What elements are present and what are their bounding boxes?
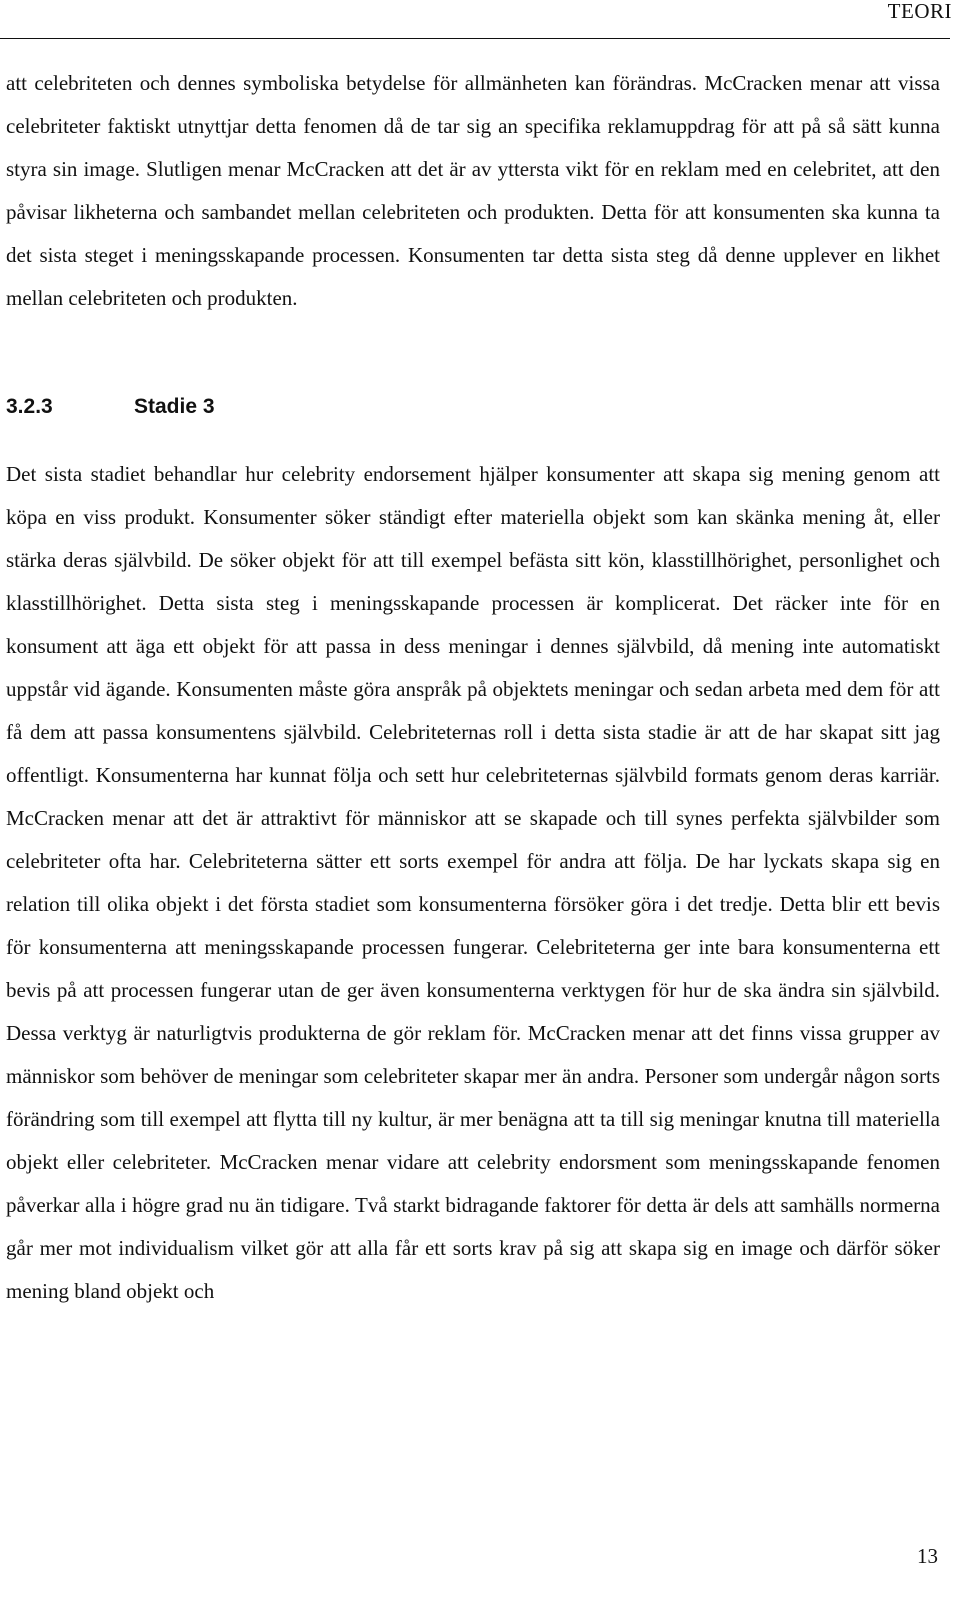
body-paragraph-1: att celebriteten och dennes symboliska betydelse för allmänheten kan förändras. McCracken menar att vissa celebriteter faktiskt utnyttjar detta fenomen då de tar sig an specifika reklamuppdrag för att på så sätt kunna styra sin image. Slutligen menar McCracken att det är av yttersta vikt för en reklam med en celebritet, att den påvisar likheterna och sambandet mellan celebriteten och produkten. Detta för att konsumenten ska kunna ta det sista steget i meningsskapande processen. Konsumenten tar detta sista steg då denne upplever en likhet mellan celebriteten och produkten. — [6, 71, 940, 310]
section-heading — [6, 392, 215, 422]
section-title: Stadie 3 — [134, 395, 215, 418]
running-header-title: TEORI — [887, 0, 952, 23]
body-paragraph-2: Det sista stadiet behandlar hur celebrity endorsement hjälper konsumenter att skapa sig mening genom att köpa en viss produkt. Konsumenter söker ständigt efter materiella objekt som kan skänka mening åt, eller stärka deras självbild. De söker objekt för att till exempel befästa sitt kön, klasstillhörighet, personlighet och klasstillhörighet. Detta sista steg i meningsskapande processen är komplicerat. Det räcker inte för en konsument att äga ett objekt för att passa in dess meningar i dennes självbild, då mening inte automatiskt uppstår vid ägande. Konsumenten måste göra anspråk på objektets meningar och sedan arbeta med dem för att få dem att passa konsumentens självbild. Celebriteternas roll i detta sista stadie är att de har skapat sitt jag offentligt. Konsumenterna har kunnat följa och sett hur celebriteternas självbild formats genom deras karriär. McCracken menar att det är attraktivt för människor att se skapade och till synes perfekta självbilder som celebriteter ofta har. Celebriteterna sätter ett sorts exempel för andra att följa. De har lyckats skapa sig en relation till olika objekt i det första stadiet som konsumenterna försöker göra i det tredje. Detta blir ett bevis för konsumenterna att meningsskapande processen fungerar. Celebriteterna ger inte bara konsumenterna ett bevis på att processen fungerar utan de ger även konsumenterna verktygen för hur de ska ändra sin självbild. Dessa verktyg är naturligtvis produkterna de gör reklam för. McCracken menar att det finns vissa grupper av människor som behöver de meningar som celebriteter skapar mer än andra. Personer som undergår någon sorts förändring som till exempel att flytta till ny kultur, är mer benägna att ta till sig meningar knutna till materiella objekt eller celebriteter. McCracken menar vidare att celebrity endorsment som meningsskapande fenomen påverkar alla i högre grad nu än tidigare. Två starkt bidragande faktorer för detta är dels att samhälls normerna går mer mot individualism vilket gör att alla får ett sorts krav på sig att skapa sig en image och därför söker mening bland objekt och — [6, 462, 940, 1303]
section-number: 3.2.3 — [6, 395, 53, 418]
header-divider — [0, 38, 950, 39]
page-number: 13 — [917, 1544, 938, 1568]
